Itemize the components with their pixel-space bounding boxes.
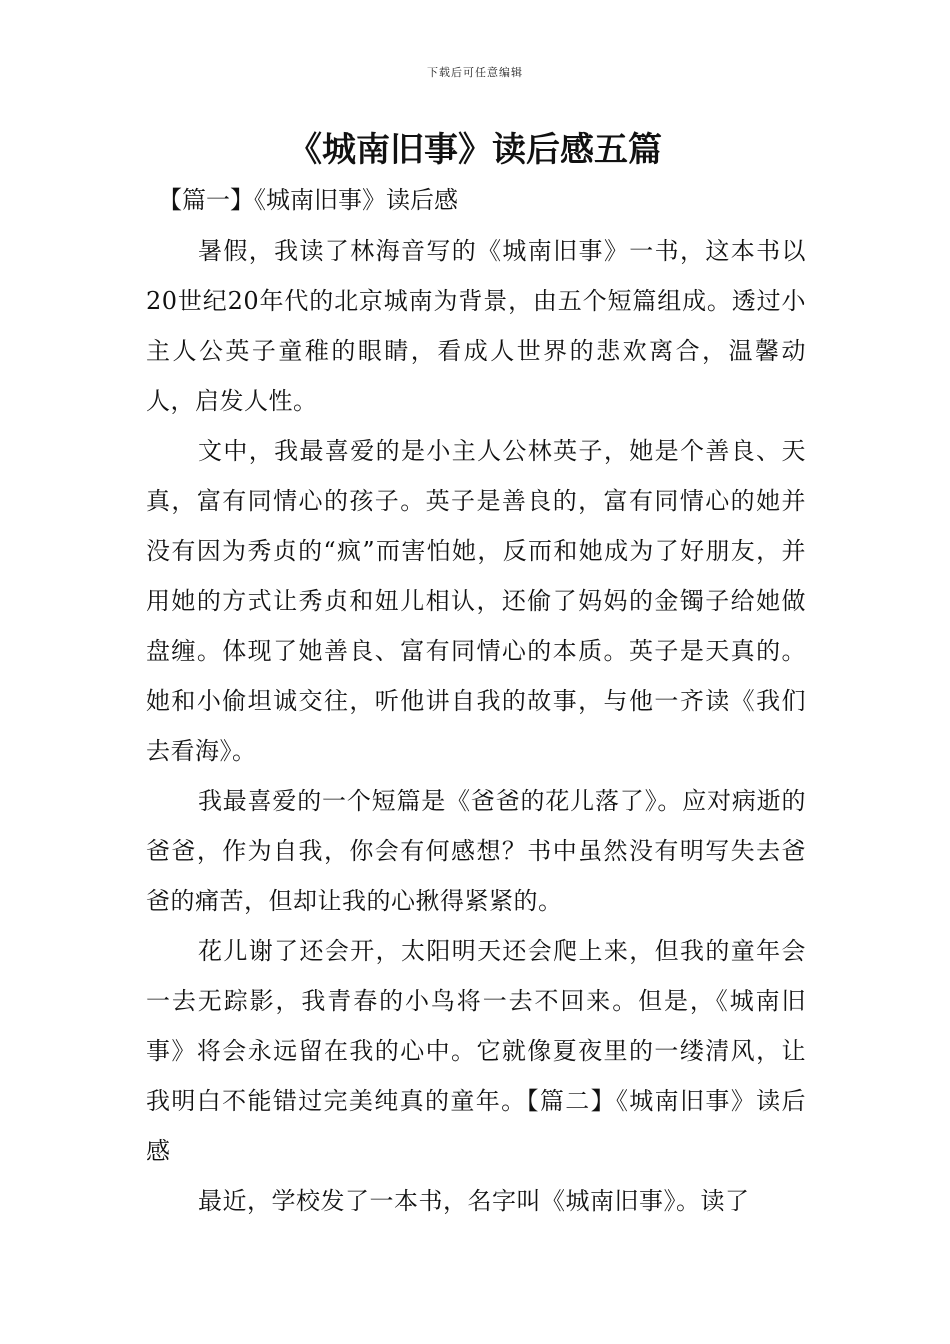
paragraph: 暑假，我读了林海音写的《城南旧事》一书，这本书以20世纪20年代的北京城南为背景，由五个短篇组成。透过小主人公英子童稚的眼睛，看成人世界的悲欢离合，温馨动人，启发人性。 <box>146 237 806 415</box>
page-header-note: 下载后可任意编辑 <box>427 66 523 79</box>
paragraph: 花儿谢了还会开，太阳明天还会爬上来，但我的童年会一去无踪影，我青春的小鸟将一去不回来。但是，《城南旧事》将会永远留在我的心中。它就像夏夜里的一缕清风，让我明白不能错过完美纯真的童年。【篇二】《城南旧事》读后感 <box>146 937 806 1165</box>
paragraph: 文中，我最喜爱的是小主人公林英子，她是个善良、天真，富有同情心的孩子。英子是善良的，富有同情心的她并没有因为秀贞的“疯”而害怕她，反而和她成为了好朋友，并用她的方式让秀贞和妞儿相认，还偷了妈妈的金镯子给她做盘缠。体现了她善良、富有同情心的本质。英子是天真的。她和小偷坦诚交往，听他讲自我的故事，与他一齐读《我们去看海》。 <box>146 437 806 765</box>
document-title: 《城南旧事》读后感五篇 <box>288 130 662 170</box>
paragraph: 我最喜爱的一个短篇是《爸爸的花儿落了》。应对病逝的爸爸，作为自我，你会有何感想？书中虽然没有明写失去爸爸的痛苦，但却让我的心揪得紧紧的。 <box>146 787 806 915</box>
document-body <box>146 226 806 1226</box>
section-heading: 【篇一】《城南旧事》读后感 <box>158 186 458 214</box>
paragraph: 最近，学校发了一本书，名字叫《城南旧事》。读了 <box>198 1187 750 1215</box>
